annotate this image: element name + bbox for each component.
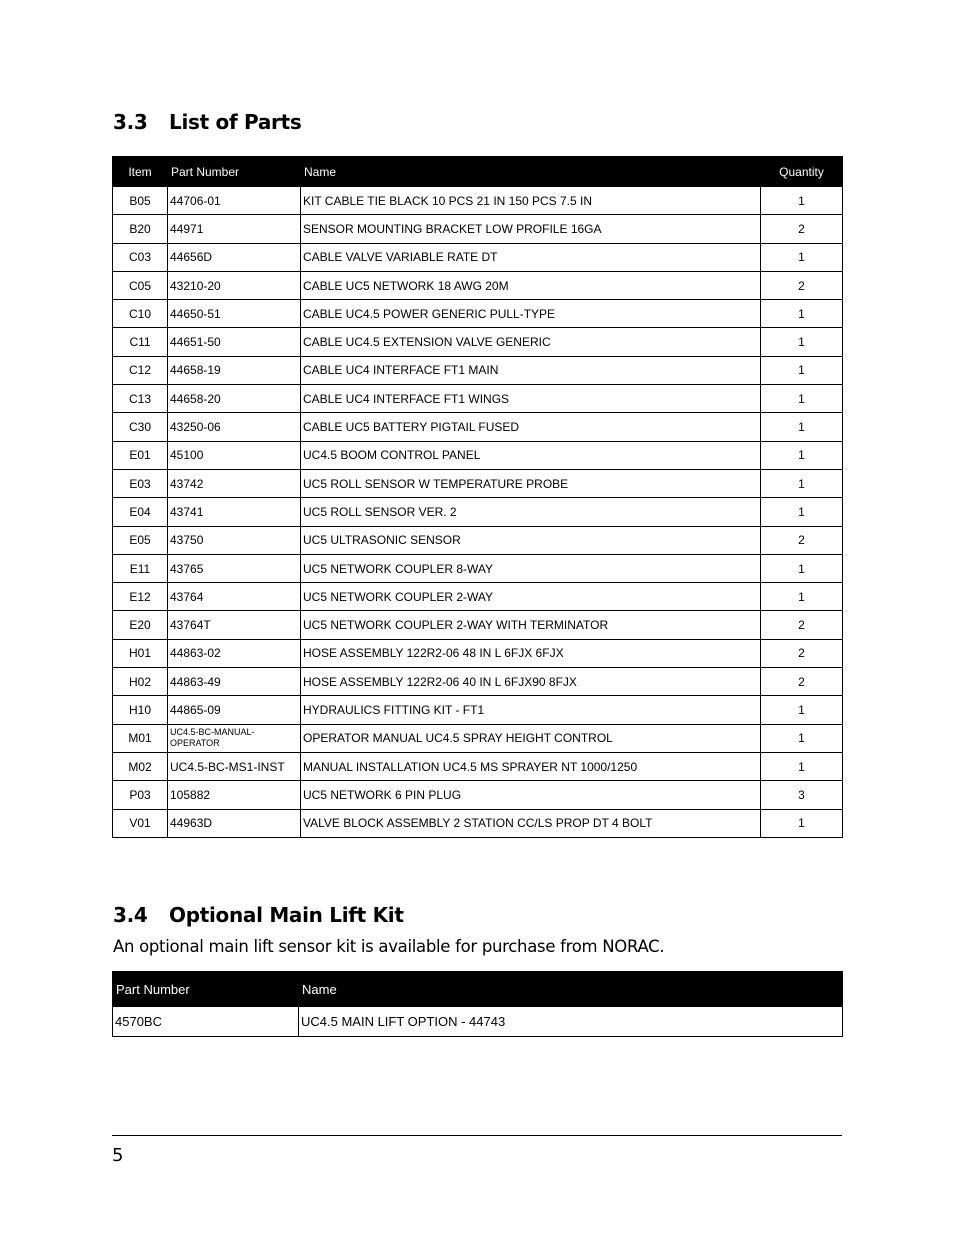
quantity-cell: 2 [761, 271, 843, 299]
part-number-cell: 44706-01 [168, 187, 301, 215]
part-number-cell: 105882 [168, 781, 301, 809]
quantity-cell: 1 [761, 498, 843, 526]
item-cell: H02 [113, 668, 168, 696]
section-title: Optional Main Lift Kit [169, 903, 404, 927]
part-number-cell: 44963D [168, 809, 301, 837]
parts-table [112, 156, 843, 838]
name-cell: UC5 NETWORK COUPLER 2-WAY WITH TERMINATOR [301, 611, 761, 639]
section-title: List of Parts [169, 110, 302, 134]
name-cell: CABLE UC5 NETWORK 18 AWG 20M [301, 271, 761, 299]
part-number-cell: 44863-49 [168, 668, 301, 696]
name-cell: CABLE UC5 BATTERY PIGTAIL FUSED [301, 413, 761, 441]
quantity-cell: 1 [761, 243, 843, 271]
name-cell: SENSOR MOUNTING BRACKET LOW PROFILE 16GA [301, 215, 761, 243]
parts-table-header [113, 157, 843, 187]
table-row [113, 696, 843, 724]
item-cell: B05 [113, 187, 168, 215]
part-number-cell: 44863-02 [168, 639, 301, 667]
column-header-part-number: Part Number [168, 157, 301, 187]
table-row [113, 300, 843, 328]
item-cell: E11 [113, 554, 168, 582]
name-cell: UC5 ULTRASONIC SENSOR [301, 526, 761, 554]
item-cell: C10 [113, 300, 168, 328]
table-row [113, 187, 843, 215]
part-number-cell: 43765 [168, 554, 301, 582]
table-row [113, 526, 843, 554]
item-cell: C13 [113, 385, 168, 413]
table-row [113, 752, 843, 780]
part-number-cell: 43210-20 [168, 271, 301, 299]
item-cell: C12 [113, 356, 168, 384]
section-3-3-heading [113, 110, 301, 134]
intro-paragraph: An optional main lift sensor kit is available for purchase from NORAC. [113, 937, 665, 956]
column-header-name: Name [299, 972, 843, 1007]
item-cell: E04 [113, 498, 168, 526]
quantity-cell: 1 [761, 413, 843, 441]
item-cell: H01 [113, 639, 168, 667]
item-cell: M01 [113, 724, 168, 752]
table-row [113, 441, 843, 469]
quantity-cell: 2 [761, 611, 843, 639]
name-cell: CABLE UC4.5 EXTENSION VALVE GENERIC [301, 328, 761, 356]
table-row [113, 385, 843, 413]
name-cell: UC5 ROLL SENSOR W TEMPERATURE PROBE [301, 469, 761, 497]
table-row [113, 469, 843, 497]
part-number-cell: UC4.5-BC-MANUAL-OPERATOR [168, 724, 301, 752]
part-number-cell: 43250-06 [168, 413, 301, 441]
item-cell: C05 [113, 271, 168, 299]
quantity-cell: 1 [761, 328, 843, 356]
quantity-cell: 1 [761, 724, 843, 752]
part-number-cell: 44656D [168, 243, 301, 271]
quantity-cell: 1 [761, 356, 843, 384]
table-row [113, 271, 843, 299]
item-cell: E20 [113, 611, 168, 639]
item-cell: V01 [113, 809, 168, 837]
name-cell: UC4.5 BOOM CONTROL PANEL [301, 441, 761, 469]
footer-divider [112, 1135, 842, 1136]
quantity-cell: 1 [761, 554, 843, 582]
item-cell: P03 [113, 781, 168, 809]
table-row [113, 215, 843, 243]
page-number: 5 [112, 1145, 124, 1166]
quantity-cell: 1 [761, 809, 843, 837]
table-row [113, 809, 843, 837]
column-header-quantity: Quantity [761, 157, 843, 187]
part-number-cell: 44651-50 [168, 328, 301, 356]
name-cell: UC5 NETWORK COUPLER 2-WAY [301, 583, 761, 611]
part-number-cell: 43764T [168, 611, 301, 639]
name-cell: KIT CABLE TIE BLACK 10 PCS 21 IN 150 PCS 7.5 IN [301, 187, 761, 215]
quantity-cell: 1 [761, 469, 843, 497]
table-row [113, 583, 843, 611]
table-row [113, 668, 843, 696]
table-row [113, 356, 843, 384]
quantity-cell: 1 [761, 752, 843, 780]
column-header-item: Item [113, 157, 168, 187]
table-row [113, 639, 843, 667]
table-row [113, 554, 843, 582]
column-header-part-number: Part Number [113, 972, 299, 1007]
name-cell: CABLE UC4.5 POWER GENERIC PULL-TYPE [301, 300, 761, 328]
table-row [113, 611, 843, 639]
optional-table-header [113, 972, 843, 1007]
quantity-cell: 2 [761, 668, 843, 696]
quantity-cell: 1 [761, 187, 843, 215]
table-row [113, 724, 843, 752]
part-number-cell: 44971 [168, 215, 301, 243]
quantity-cell: 2 [761, 215, 843, 243]
quantity-cell: 3 [761, 781, 843, 809]
item-cell: E01 [113, 441, 168, 469]
item-cell: C11 [113, 328, 168, 356]
quantity-cell: 1 [761, 385, 843, 413]
name-cell: HOSE ASSEMBLY 122R2-06 48 IN L 6FJX 6FJX [301, 639, 761, 667]
name-cell: HYDRAULICS FITTING KIT - FT1 [301, 696, 761, 724]
part-number-cell: 44658-20 [168, 385, 301, 413]
section-3-4-heading [113, 903, 404, 927]
quantity-cell: 1 [761, 583, 843, 611]
table-row [113, 328, 843, 356]
name-cell: UC4.5 MAIN LIFT OPTION - 44743 [299, 1007, 843, 1037]
name-cell: CABLE UC4 INTERFACE FT1 MAIN [301, 356, 761, 384]
name-cell: CABLE VALVE VARIABLE RATE DT [301, 243, 761, 271]
quantity-cell: 1 [761, 441, 843, 469]
part-number-cell: 44658-19 [168, 356, 301, 384]
item-cell: M02 [113, 752, 168, 780]
name-cell: UC5 NETWORK 6 PIN PLUG [301, 781, 761, 809]
name-cell: UC5 NETWORK COUPLER 8-WAY [301, 554, 761, 582]
part-number-cell: 44865-09 [168, 696, 301, 724]
quantity-cell: 1 [761, 696, 843, 724]
name-cell: VALVE BLOCK ASSEMBLY 2 STATION CC/LS PROP DT 4 BOLT [301, 809, 761, 837]
name-cell: UC5 ROLL SENSOR VER. 2 [301, 498, 761, 526]
name-cell: MANUAL INSTALLATION UC4.5 MS SPRAYER NT 1000/1250 [301, 752, 761, 780]
quantity-cell: 2 [761, 526, 843, 554]
parts-table-body [113, 187, 843, 838]
part-number-cell: 44650-51 [168, 300, 301, 328]
part-number-cell: UC4.5-BC-MS1-INST [168, 752, 301, 780]
item-cell: H10 [113, 696, 168, 724]
item-cell: C03 [113, 243, 168, 271]
section-number: 3.3 [113, 110, 148, 134]
column-header-name: Name [301, 157, 761, 187]
item-cell: E12 [113, 583, 168, 611]
table-row [113, 413, 843, 441]
item-cell: E05 [113, 526, 168, 554]
name-cell: HOSE ASSEMBLY 122R2-06 40 IN L 6FJX90 8FJX [301, 668, 761, 696]
part-number-cell: 43741 [168, 498, 301, 526]
item-cell: B20 [113, 215, 168, 243]
optional-kit-table [112, 971, 843, 1037]
quantity-cell: 2 [761, 639, 843, 667]
part-number-cell: 43742 [168, 469, 301, 497]
part-number-cell: 4570BC [113, 1007, 299, 1037]
item-cell: E03 [113, 469, 168, 497]
name-cell: OPERATOR MANUAL UC4.5 SPRAY HEIGHT CONTROL [301, 724, 761, 752]
name-cell: CABLE UC4 INTERFACE FT1 WINGS [301, 385, 761, 413]
part-number-cell: 43764 [168, 583, 301, 611]
item-cell: C30 [113, 413, 168, 441]
table-row [113, 243, 843, 271]
table-row [113, 498, 843, 526]
part-number-cell: 45100 [168, 441, 301, 469]
table-row [113, 781, 843, 809]
quantity-cell: 1 [761, 300, 843, 328]
section-number: 3.4 [113, 903, 148, 927]
part-number-cell: 43750 [168, 526, 301, 554]
table-row [113, 1007, 843, 1037]
